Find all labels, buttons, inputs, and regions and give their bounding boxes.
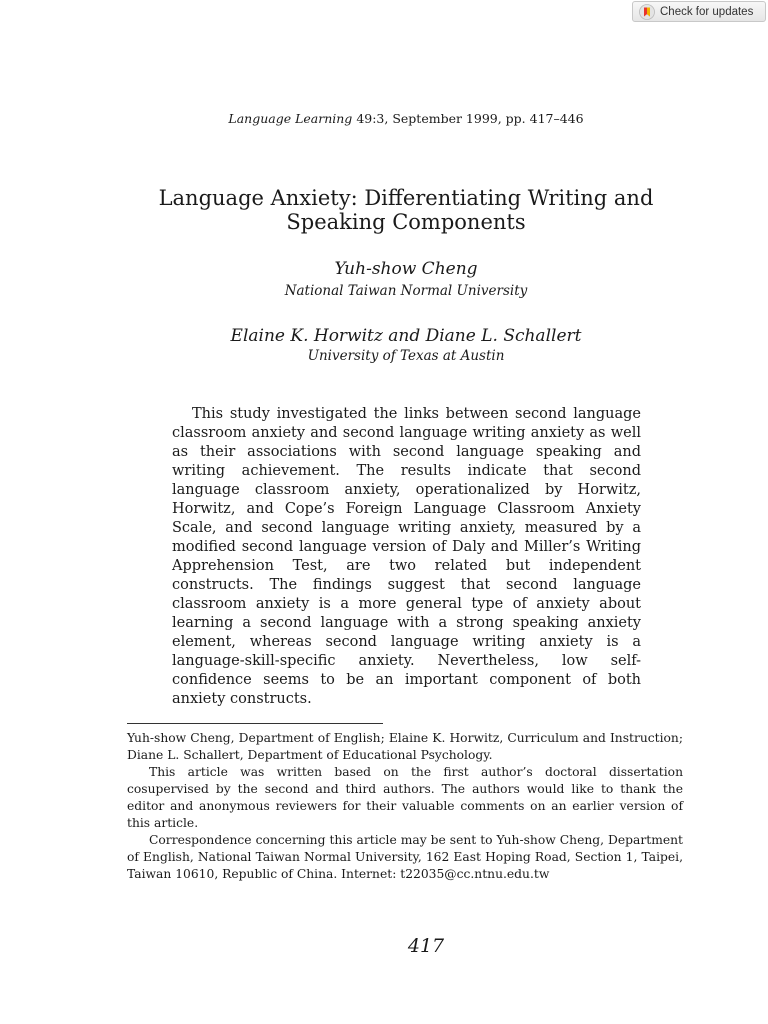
- check-for-updates-button[interactable]: [632, 1, 766, 22]
- affiliation-2: University of Texas at Austin: [307, 348, 505, 364]
- title-line-2: Speaking Components: [286, 210, 526, 234]
- check-for-updates-icon: [639, 4, 655, 20]
- page-number: 417: [407, 935, 445, 957]
- abstract: This study investigated the links between second language classroom anxiety and second language writing anxiety as well as their associations with second language speaking and writing achievement. The results indicate that second language classroom anxiety, operationalized by Horwitz, Horwitz, and Cope’s Foreign Language Classroom Anxiety Scale, and second language writing anxiety, measured by a modified second language version of Daly and Miller’s Writing Apprehension Test, are two related but independent constructs. The findings suggest that second language classroom anxiety is a more general type of anxiety about learning a second language with a strong speaking anxiety element, whereas second language writing anxiety is a language-skill-specific anxiety. Nevertheless, low self-confidence seems to be an important component of both anxiety constructs.: [172, 406, 641, 707]
- footnotes: [127, 730, 683, 883]
- author-2: Elaine K. Horwitz and Diane L. Schallert: [230, 326, 582, 346]
- footnote-correspondence: Correspondence concerning this article may be sent to Yuh-show Cheng, Department of English, National Taiwan Normal University, 162 East Hoping Road, Section 1, Taipei, Taiwan 10610, Republic of China. Internet: t22035@cc.ntnu.edu.tw: [127, 833, 683, 881]
- affiliation-1: National Taiwan Normal University: [284, 283, 528, 299]
- journal-citation: [0, 111, 768, 126]
- author-1: Yuh-show Cheng: [334, 259, 478, 279]
- journal-info: 49:3, September 1999, pp. 417–446: [356, 111, 584, 126]
- journal-name: Language Learning: [228, 111, 353, 126]
- check-for-updates-label: Check for updates: [660, 5, 754, 18]
- article-title: [0, 186, 768, 234]
- footnote-affiliations: Yuh-show Cheng, Department of English; Elaine K. Horwitz, Curriculum and Instruction; Diane L. Schallert, Department of Educational Psychology.: [127, 731, 683, 762]
- footnote-divider: [127, 723, 383, 724]
- title-line-1: Language Anxiety: Differentiating Writing and: [158, 186, 654, 210]
- footnote-acknowledgment: This article was written based on the first author’s doctoral dissertation cosupervised by the second and third authors. The authors would like to thank the editor and anonymous reviewers for their valuable comments on an earlier version of this article.: [127, 765, 683, 830]
